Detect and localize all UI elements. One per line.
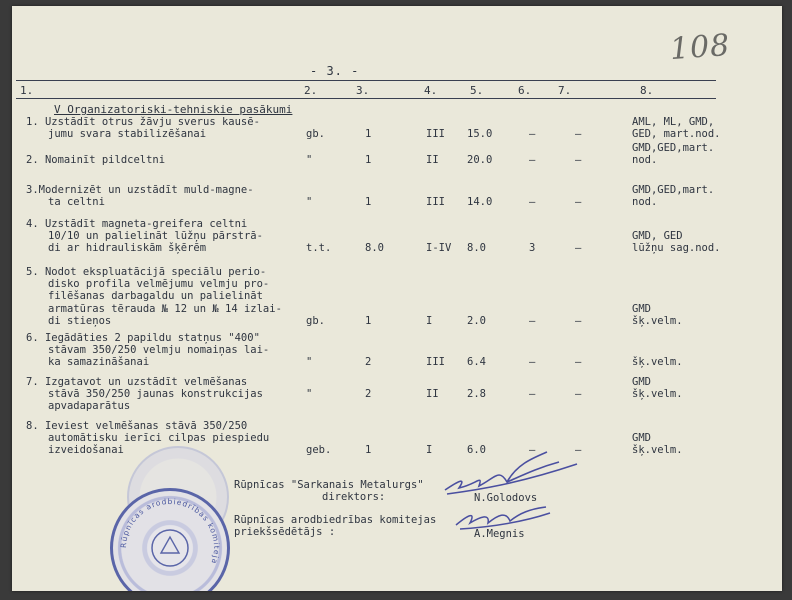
cell-responsible: GMD [632,302,651,315]
stamp-emblem-icon [113,491,227,591]
cell-c6: 3 [529,242,536,255]
cell-c7: – [575,356,582,369]
column-header-6: 6. [518,84,532,97]
director-title-line2: direktors: [322,491,386,503]
item-description-line: armatūras tērauda № 12 un № 14 izlai- [48,302,282,315]
item-description-line: stāvam 350/250 velmju nomaiņas lai- [48,344,270,357]
page-marker: - 3. - [310,64,360,78]
cell-c6: – [529,154,536,166]
cell-cost: 20.0 [467,154,493,166]
item-description-line: 3.Modernizēt un uzstādīt muld-magne- [26,184,254,196]
cell-responsible: GMD [632,432,651,445]
cell-responsible: GMD,GED,mart. [632,184,715,196]
item-description-line: ka samazināšanai [48,356,150,369]
cell-qty: 1 [365,314,372,327]
column-header-5: 5. [470,84,484,97]
item-description-line: jumu svara stabilizēšanai [48,128,207,141]
cell-cost: 2.8 [467,388,486,401]
director-name: N.Golodovs [474,492,538,504]
item-description-line: automātisku ierīci cilpas piespiedu [48,432,270,445]
cell-cost: 2.0 [467,314,486,327]
cell-unit: gb. [306,128,325,141]
cell-responsible: šķ.velm. [632,444,683,457]
committee-title-line2: priekšsēdētājs : [234,526,336,538]
cell-cost: 14.0 [467,196,493,209]
cell-unit: " [306,388,313,401]
cell-unit: t.t. [306,242,332,255]
handwritten-page-number: 108 [668,27,732,68]
committee-signature-icon [450,501,560,536]
item-description-line: apvadaparātus [48,400,131,413]
round-stamp [110,488,230,591]
cell-c7: – [575,388,582,401]
item-description-line: disko profila velmējumu velmju pro- [48,278,270,291]
cell-responsible: šķ.velm. [632,314,683,327]
cell-qty: 2 [365,388,372,401]
cell-c6: – [529,314,536,327]
cell-unit: geb. [306,444,332,457]
svg-text:Rūpnīcas arodbiedrības komitej [119,497,221,566]
item-description-line: izveidošanai [48,444,124,457]
item-description-line: 1. Uzstādīt otrus žāvju sverus kausē- [26,116,260,128]
column-header-2: 2. [304,84,318,97]
cell-responsible: šķ.velm. [632,388,683,401]
cell-responsible: GMD, GED [632,230,683,243]
cell-cost: 6.4 [467,356,486,369]
cell-qty: 1 [365,196,372,209]
cell-cost: 8.0 [467,242,486,255]
column-header-7: 7. [558,84,572,97]
cell-responsible: nod. [632,196,658,209]
director-signature-icon [437,446,587,506]
director-title-line1: Rūpnīcas "Sarkanais Metalurgs" [234,479,424,491]
cell-quarter: III [426,196,445,209]
cell-responsible: lūžņu sag.nod. [632,242,721,255]
section-title: V Organizatoriski-tehniskie pasākumi [54,103,293,116]
item-description-line: 8. Ieviest velmēšanas stāvā 350/250 [26,420,248,432]
cell-c7: – [575,314,582,327]
cell-c7: – [575,196,582,209]
cell-c7: – [575,154,582,166]
cell-unit: " [306,154,313,166]
table-header-rule [16,98,716,99]
cell-c7: – [575,444,582,457]
committee-name: A.Megnis [474,528,525,540]
cell-quarter: III [426,356,445,369]
cell-responsible: nod. [632,154,658,166]
item-description-line: filēšanas darbagaldu un palielināt [48,290,263,303]
cell-quarter: II [426,388,439,401]
item-description-line: stāvā 350/250 jaunas konstrukcijas [48,388,263,401]
column-header-4: 4. [424,84,438,97]
cell-qty: 2 [365,356,372,369]
item-description-line: 7. Izgatavot un uzstādīt velmēšanas [26,376,248,388]
cell-unit: gb. [306,314,325,327]
cell-unit: " [306,196,313,209]
item-description-line: 4. Uzstādīt magneta-greifera celtni [26,218,248,230]
table-top-rule [16,80,716,81]
cell-qty: 8.0 [365,242,384,255]
cell-c6: – [529,128,536,141]
cell-responsible: GED, mart.nod. [632,128,721,141]
cell-responsible: GMD [632,376,651,388]
cell-c7: – [575,128,582,141]
cell-quarter: I [426,444,433,457]
cell-cost: 15.0 [467,128,493,141]
item-description-line: 10/10 un palielināt lūžņu pārstrā- [48,230,263,243]
committee-title-line1: Rūpnīcas arodbiedrības komitejas [234,514,437,526]
cell-c6: – [529,388,536,401]
column-header-8: 8. [640,84,654,97]
cell-qty: 1 [365,444,372,457]
stamp-circular-text: Rūpnīcas arodbiedrības komiteja [118,496,222,566]
item-description-line: di ar hidrauliskām šķērēm [48,242,207,255]
cell-unit: " [306,356,313,369]
cell-quarter: III [426,128,445,141]
cell-c6: – [529,444,536,457]
cell-cost: 6.0 [467,444,486,457]
cell-c7: – [575,242,582,255]
cell-qty: 1 [365,128,372,141]
item-description-line: 6. Iegādāties 2 papildu statņus "400" [26,332,260,344]
cell-responsible: AML, ML, GMD, [632,116,715,128]
item-description-line: 5. Nodot ekspluatācijā speciālu perio- [26,266,267,278]
cell-quarter: I [426,314,433,327]
document-page [12,6,782,591]
column-header-3: 3. [356,84,370,97]
cell-c6: – [529,196,536,209]
column-header-1: 1. [20,84,34,97]
cell-quarter: II [426,154,439,166]
cell-responsible: GMD,GED,mart. [632,141,715,154]
item-description-line: 2. Nomainīt pildceltni [26,154,166,166]
item-description-line: ta celtni [48,196,105,209]
cell-c6: – [529,356,536,369]
item-description-line: di stieņos [48,314,112,327]
cell-quarter: I-IV [426,242,452,255]
cell-responsible: šķ.velm. [632,356,683,369]
cell-qty: 1 [365,154,372,166]
